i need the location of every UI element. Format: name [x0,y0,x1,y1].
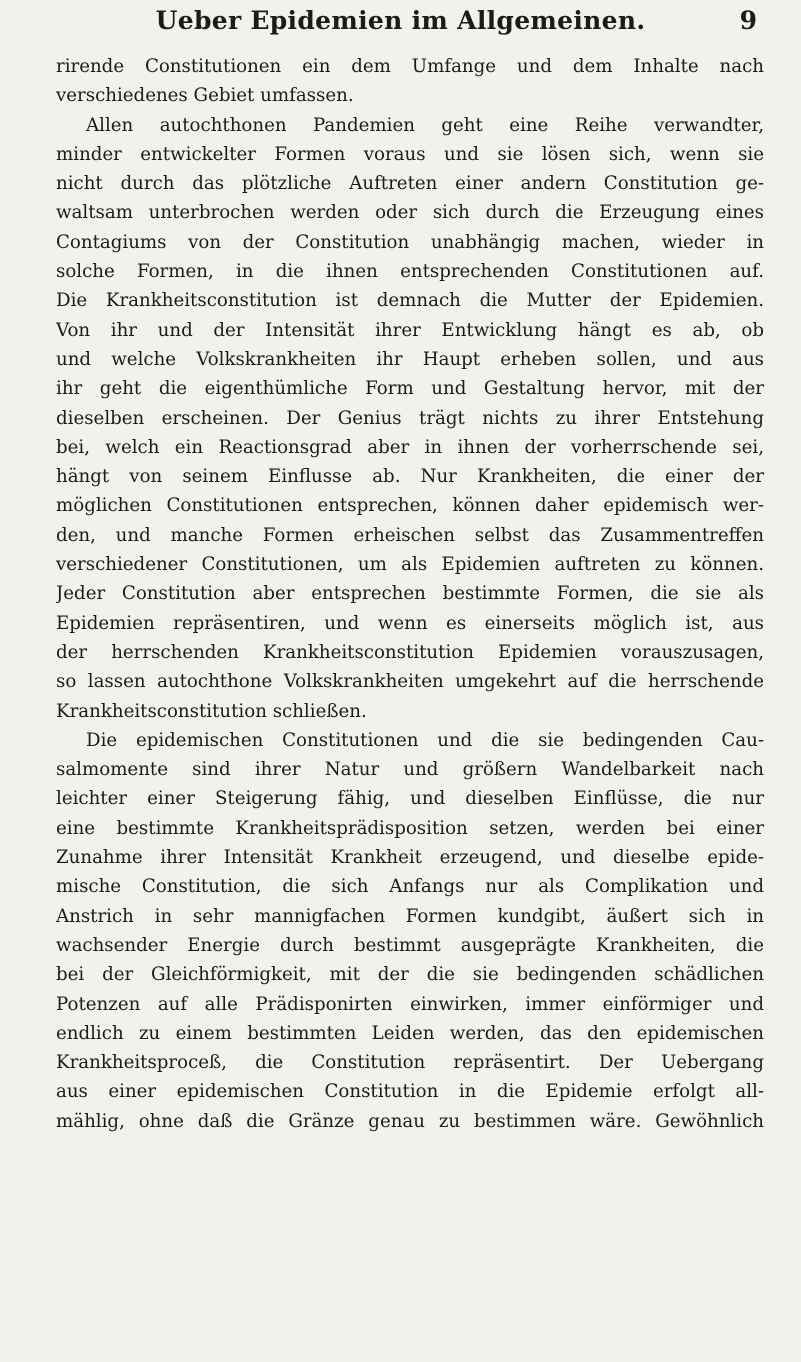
page-number: 9 [739,6,757,35]
text-line: wachsender Energie durch bestimmt ausgeprägte Krankheiten, die [56,934,764,956]
text-line: waltsam unterbrochen werden oder sich durch die Erzeugung eines [56,202,764,224]
text-line: aus einer epidemischen Constitution in die Epidemie erfolgt all- [56,1081,764,1103]
text-line: Krankheitsproceß, die Constitution repräsentirt. Der Uebergang [56,1052,764,1074]
text-line: Von ihr und der Intensität ihrer Entwicklung hängt es ab, ob [56,319,764,341]
text-line: eine bestimmte Krankheitsprädisposition setzen, werden bei einer [56,817,764,839]
text-line: Krankheitsconstitution schließen. [56,700,367,722]
text-line: dieselben erscheinen. Der Genius trägt nichts zu ihrer Entstehung [56,407,764,429]
text-line: solche Formen, in die ihnen entsprechenden Constitutionen auf. [56,261,764,283]
text-line: verschiedenes Gebiet umfassen. [56,85,354,107]
text-line: bei der Gleichförmigkeit, mit der die sie bedingenden schädlichen [56,964,764,986]
text-line: so lassen autochthone Volkskrankheiten umgekehrt auf die herrschende [56,671,764,693]
body-text [56,52,764,1136]
text-line: endlich zu einem bestimmten Leiden werden, das den epidemischen [56,1022,764,1044]
text-line: Zunahme ihrer Intensität Krankheit erzeugend, und dieselbe epide- [56,847,764,869]
running-head [0,2,801,42]
text-line: der herrschenden Krankheitsconstitution Epidemien vorauszusagen, [56,641,764,663]
text-line: Contagiums von der Constitution unabhängig machen, wieder in [56,231,764,253]
text-line: den, und manche Formen erheischen selbst das Zusammentreffen [56,524,764,546]
text-line: hängt von seinem Einflusse ab. Nur Krankheiten, die einer der [56,466,764,488]
text-line: Allen autochthonen Pandemien geht eine Reihe verwandter, [86,114,764,136]
text-line: minder entwickelter Formen voraus und sie lösen sich, wenn sie [56,143,764,165]
text-line: Jeder Constitution aber entsprechen bestimmte Formen, die sie als [56,583,764,605]
text-line: Die epidemischen Constitutionen und die sie bedingenden Cau- [86,729,764,751]
text-line: ihr geht die eigenthümliche Form und Gestaltung hervor, mit der [56,378,764,400]
text-line: verschiedener Constitutionen, um als Epidemien auftreten zu können. [56,554,764,576]
text-line: salmomente sind ihrer Natur und größern Wandelbarkeit nach [56,759,764,781]
text-line: leichter einer Steigerung fähig, und dieselben Einflüsse, die nur [56,788,764,810]
text-line: möglichen Constitutionen entsprechen, können daher epidemisch wer- [56,495,764,517]
text-line: und welche Volkskrankheiten ihr Haupt erheben sollen, und aus [56,348,764,370]
text-line: Potenzen auf alle Prädisponirten einwirken, immer einförmiger und [56,993,764,1015]
text-line: Epidemien repräsentiren, und wenn es einerseits möglich ist, aus [56,612,764,634]
text-line: rirende Constitutionen ein dem Umfange und dem Inhalte nach [56,56,764,77]
running-title: Ueber Epidemien im Allgemeinen. [155,6,646,35]
text-line: mählig, ohne daß die Gränze genau zu bestimmen wäre. Gewöhnlich [56,1110,764,1132]
text-line: nicht durch das plötzliche Auftreten einer andern Constitution ge- [56,173,764,195]
text-line: Anstrich in sehr mannigfachen Formen kundgibt, äußert sich in [56,905,764,927]
text-line: mische Constitution, die sich Anfangs nur als Complikation und [56,876,764,898]
text-line: bei, welch ein Reactionsgrad aber in ihnen der vorherrschende sei, [56,436,764,458]
text-line: Die Krankheitsconstitution ist demnach die Mutter der Epidemien. [56,290,764,312]
